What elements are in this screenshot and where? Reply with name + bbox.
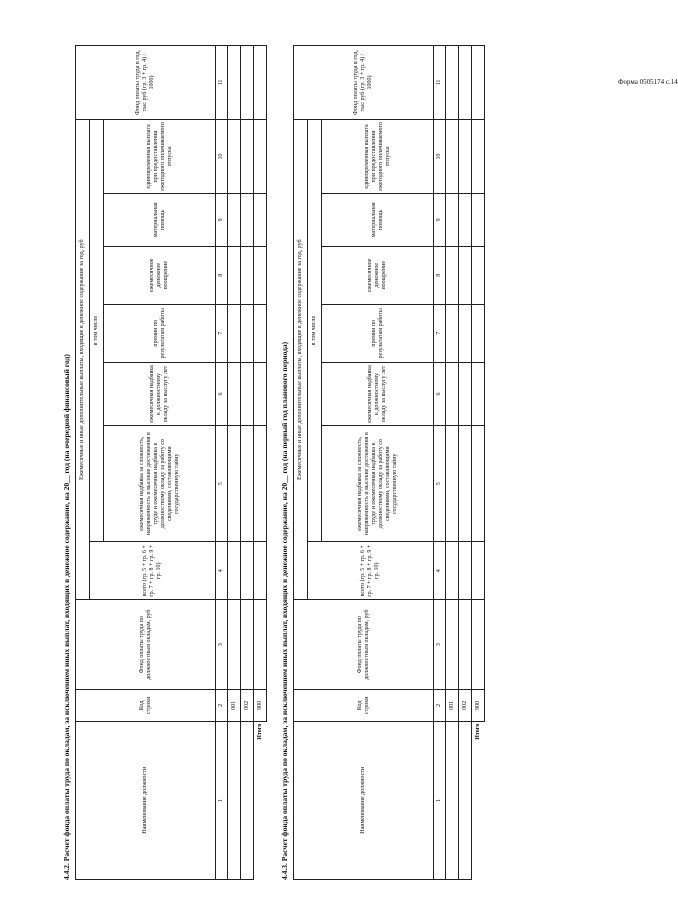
col-number: 10 <box>216 119 228 193</box>
col-8-header: ежемесячное денежное поощрение <box>104 246 216 304</box>
data-cell[interactable] <box>254 193 267 246</box>
data-cell[interactable] <box>254 304 267 362</box>
col-number: 5 <box>216 426 228 542</box>
data-cell[interactable] <box>459 193 472 246</box>
data-cell[interactable] <box>472 426 485 542</box>
position-cell[interactable] <box>446 721 459 879</box>
col-7-header: премии по результатам работы <box>322 304 434 362</box>
data-cell[interactable] <box>241 426 254 542</box>
col-total-header: всего (гр. 5 + гр. 6 + гр. 7 + гр. 8 + гр. 9 + гр. 10) <box>90 542 216 600</box>
data-cell[interactable] <box>459 304 472 362</box>
col-5-header: ежемесячная надбавка за сложность, напряженность и высокие достижения в труде и ежемесячная надбавка к должностному окладу за работу со сведениями, составляющими государственную тайну <box>322 426 434 542</box>
col-9-header: материальная помощь <box>322 193 434 246</box>
col-incl-header: в том числе <box>90 119 104 541</box>
data-cell[interactable] <box>472 46 485 120</box>
col-number: 8 <box>216 246 228 304</box>
data-cell[interactable] <box>241 362 254 425</box>
col-11-header: Фонд оплаты труда в год, тыс руб (гр. 3 + гр. 4) / 1000) <box>76 46 216 120</box>
data-cell[interactable] <box>472 542 485 600</box>
section-title: 4.4.3. Расчет фонда оплаты труда по окладам, за исключением иных выплат, входящих в денежное содержание, на 20__ год (на первый год планового периода) <box>280 341 289 880</box>
data-cell[interactable] <box>254 426 267 542</box>
col-number: 9 <box>434 193 446 246</box>
col-number: 6 <box>216 362 228 425</box>
col-10-header: единовременная выплата при предоставлении ежегодного оплачиваемого отпуска <box>322 119 434 193</box>
data-cell[interactable] <box>241 542 254 600</box>
row-code-cell: 001 <box>446 690 459 722</box>
col-number: 6 <box>434 362 446 425</box>
data-cell[interactable] <box>446 542 459 600</box>
total-label: Итого <box>256 723 263 740</box>
data-cell[interactable] <box>241 193 254 246</box>
col-number: 10 <box>434 119 446 193</box>
table-row <box>446 46 459 880</box>
data-cell[interactable] <box>459 600 472 690</box>
data-cell[interactable] <box>241 304 254 362</box>
col-number: 9 <box>216 193 228 246</box>
table-row <box>459 46 472 880</box>
total-row <box>472 46 485 880</box>
col-9-header: материальная помощь <box>104 193 216 246</box>
col-number: 3 <box>216 600 228 690</box>
data-cell[interactable] <box>254 542 267 600</box>
col-number: 3 <box>434 600 446 690</box>
row-code-cell: 002 <box>241 690 254 722</box>
data-cell[interactable] <box>228 193 241 246</box>
data-cell[interactable] <box>241 46 254 120</box>
data-cell[interactable] <box>228 246 241 304</box>
total-code-cell: 900 <box>254 690 267 722</box>
data-cell[interactable] <box>228 362 241 425</box>
total-row <box>254 46 267 880</box>
data-cell[interactable] <box>459 362 472 425</box>
col-salary-fund-header: Фонд оплаты труда по должностным окладам, руб <box>76 600 216 690</box>
section-title: 4.4.2. Расчет фонда оплаты труда по окладам, за исключением иных выплат, входящих в денежное содержание, на 20__ год (на очередной финансовый год) <box>62 354 71 880</box>
data-cell[interactable] <box>254 362 267 425</box>
data-cell[interactable] <box>459 246 472 304</box>
col-7-header: премии по результатам работы <box>104 304 216 362</box>
col-number: 2 <box>216 690 228 722</box>
data-cell[interactable] <box>472 193 485 246</box>
data-cell[interactable] <box>459 542 472 600</box>
data-cell[interactable] <box>459 119 472 193</box>
col-5-header: ежемесячная надбавка за сложность, напряженность и высокие достижения в труде и ежемесячная надбавка к должностному окладу за работу со сведениями, составляющими государственную тайну <box>104 426 216 542</box>
col-number: 4 <box>434 542 446 600</box>
section-4-4-3 <box>280 45 485 880</box>
data-cell[interactable] <box>254 119 267 193</box>
col-number: 4 <box>216 542 228 600</box>
salary-fund-table <box>75 45 267 880</box>
col-total-header: всего (гр. 5 + гр. 6 + гр. 7 + гр. 8 + гр. 9 + гр. 10) <box>308 542 434 600</box>
col-10-header: единовременная выплата при предоставлении ежегодного оплачиваемого отпуска <box>104 119 216 193</box>
data-cell[interactable] <box>241 119 254 193</box>
salary-fund-table <box>293 45 485 880</box>
total-label: Итого <box>474 723 481 740</box>
col-number: 5 <box>434 426 446 542</box>
data-cell[interactable] <box>446 304 459 362</box>
col-position-header: Наименование должности <box>76 721 216 879</box>
col-number: 11 <box>434 46 446 120</box>
col-number: 1 <box>216 721 228 879</box>
data-cell[interactable] <box>228 119 241 193</box>
data-cell[interactable] <box>472 119 485 193</box>
position-cell[interactable] <box>228 721 241 879</box>
col-number: 1 <box>434 721 446 879</box>
total-code-cell: 900 <box>472 690 485 722</box>
data-cell[interactable] <box>472 600 485 690</box>
table-row <box>228 46 241 880</box>
data-cell[interactable] <box>446 119 459 193</box>
data-cell[interactable] <box>446 426 459 542</box>
col-8-header: ежемесячное денежное поощрение <box>322 246 434 304</box>
col-6-header: ежемесячная надбавка к должностному окладу за выслугу лет <box>104 362 216 425</box>
data-cell[interactable] <box>228 304 241 362</box>
column-numbers-row <box>434 46 446 880</box>
col-number: 7 <box>216 304 228 362</box>
col-code-header: Код строки <box>76 690 216 722</box>
data-cell[interactable] <box>228 542 241 600</box>
col-number: 8 <box>434 246 446 304</box>
data-cell[interactable] <box>254 600 267 690</box>
col-11-header: Фонд оплаты труда в год, тыс руб (гр. 3 + гр. 4) / 1000) <box>294 46 434 120</box>
col-group-header: Ежемесячные и иные дополнительные выплаты, входящие в денежное содержание за год, руб <box>76 119 90 599</box>
data-cell[interactable] <box>459 46 472 120</box>
col-position-header: Наименование должности <box>294 721 434 879</box>
data-cell[interactable] <box>446 193 459 246</box>
col-group-header: Ежемесячные и иные дополнительные выплаты, входящие в денежное содержание за год, руб <box>294 119 308 599</box>
data-cell[interactable] <box>472 304 485 362</box>
col-6-header: ежемесячная надбавка к должностному окладу за выслугу лет <box>322 362 434 425</box>
column-numbers-row <box>216 46 228 880</box>
position-cell[interactable] <box>241 721 254 879</box>
data-cell[interactable] <box>472 362 485 425</box>
col-number: 7 <box>434 304 446 362</box>
col-number: 2 <box>434 690 446 722</box>
rotated-form-page <box>10 10 678 890</box>
data-cell[interactable] <box>446 246 459 304</box>
row-code-cell: 002 <box>459 690 472 722</box>
position-cell[interactable] <box>459 721 472 879</box>
data-cell[interactable] <box>228 426 241 542</box>
data-cell[interactable] <box>446 600 459 690</box>
row-code-cell: 001 <box>228 690 241 722</box>
data-cell[interactable] <box>254 246 267 304</box>
data-cell[interactable] <box>228 46 241 120</box>
col-code-header: Код строки <box>294 690 434 722</box>
form-code: Форма 0505174 с.14 <box>618 78 678 86</box>
table-row <box>241 46 254 880</box>
data-cell[interactable] <box>446 46 459 120</box>
col-number: 11 <box>216 46 228 120</box>
data-cell[interactable] <box>241 600 254 690</box>
data-cell[interactable] <box>228 600 241 690</box>
col-incl-header: в том числе <box>308 119 322 541</box>
data-cell[interactable] <box>446 362 459 425</box>
data-cell[interactable] <box>459 426 472 542</box>
data-cell[interactable] <box>472 246 485 304</box>
data-cell[interactable] <box>254 46 267 120</box>
col-salary-fund-header: Фонд оплаты труда по должностным окладам, руб <box>294 600 434 690</box>
data-cell[interactable] <box>241 246 254 304</box>
section-4-4-2 <box>62 45 267 880</box>
